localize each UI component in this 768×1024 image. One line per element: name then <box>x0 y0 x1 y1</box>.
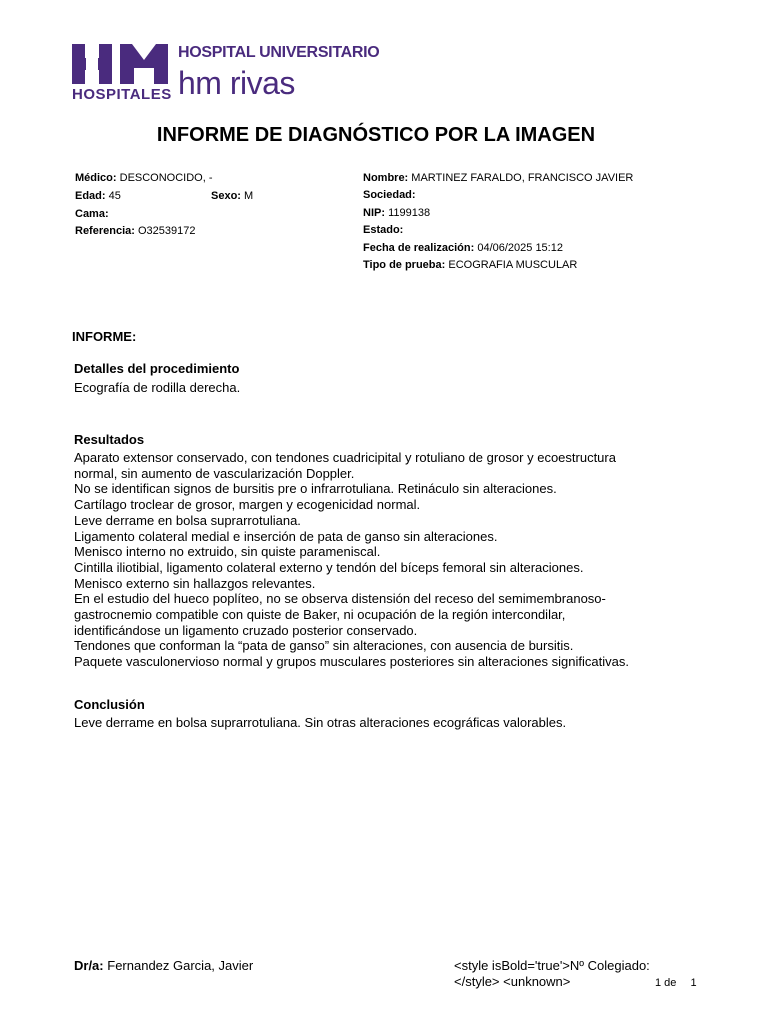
procedure-text: Ecografía de rodilla derecha. <box>74 380 241 395</box>
colegiado-line-2: </style> <unknown> <box>454 974 571 989</box>
results-line: Tendones que conforman la “pata de ganso” sin alteraciones, con ausencia de bursitis. <box>74 638 574 654</box>
page-indicator <box>655 977 697 989</box>
results-line: Cintilla iliotibial, ligamento colateral externo y tendón del bíceps femoral sin alteraciones. <box>74 559 584 575</box>
sexo-field <box>211 189 253 203</box>
cama-label: Cama: <box>75 208 109 220</box>
tipo-prueba-value: ECOGRAFIA MUSCULAR <box>448 259 578 271</box>
edad-field <box>75 189 121 203</box>
medico-label: Médico: <box>75 172 117 184</box>
nip-value: 1199138 <box>388 207 431 219</box>
referencia-label: Referencia: <box>75 225 135 237</box>
informe-heading: INFORME: <box>72 329 137 344</box>
results-line: Paquete vasculonervioso normal y grupos musculares posteriores sin alteraciones significativas. <box>74 654 629 670</box>
medico-field <box>75 171 213 185</box>
page-total: 1 <box>690 977 697 989</box>
results-text <box>74 450 714 670</box>
hospital-logo <box>72 44 380 104</box>
fecha-label: Fecha de realización: <box>363 242 475 254</box>
conclusion-text: Leve derrame en bolsa suprarrotuliana. Sin otras alteraciones ecográficas valorables. <box>74 715 567 730</box>
colegiado-line-1: <style isBold='true'>Nº Colegiado: <box>454 958 650 973</box>
cama-field <box>75 207 109 221</box>
colegiado-block <box>454 958 650 990</box>
nombre-field <box>363 171 633 185</box>
nombre-value: MARTINEZ FARALDO, FRANCISCO JAVIER <box>411 172 634 184</box>
doctor-signature <box>74 958 253 974</box>
doctor-name: Fernandez Garcia, Javier <box>107 958 254 973</box>
results-line: No se identifican signos de bursitis pre o infrarrotuliana. Retináculo sin alteraciones. <box>74 481 557 497</box>
conclusion-heading: Conclusión <box>74 697 145 712</box>
nip-label: NIP: <box>363 207 385 219</box>
results-line: gastrocnemio compatible con quiste de Baker, ni ocupación de la región intercondilar, <box>74 607 566 623</box>
nombre-label: Nombre: <box>363 172 409 184</box>
referencia-field <box>75 224 195 238</box>
results-line: Menisco externo sin hallazgos relevantes. <box>74 575 316 591</box>
doctor-label: Dr/a: <box>74 958 104 973</box>
logo-line-2: hm rivas <box>178 65 295 101</box>
referencia-value: O32539172 <box>137 225 196 237</box>
tipo-prueba-label: Tipo de prueba: <box>363 259 446 271</box>
page-current: 1 de <box>655 977 677 989</box>
tipo-prueba-field <box>363 258 577 272</box>
logo-brand-text: HOSPITALES <box>72 86 172 103</box>
results-line: Cartílago troclear de grosor, margen y ecogenicidad normal. <box>74 497 421 513</box>
logo-line-1: HOSPITAL UNIVERSITARIO <box>178 44 380 61</box>
results-line: identificándose un ligamento cruzado posterior conservado. <box>74 622 418 638</box>
sexo-value: M <box>244 190 254 202</box>
results-line: En el estudio del hueco poplíteo, no se observa distensión del receso del semimembranoso- <box>74 591 606 607</box>
estado-label: Estado: <box>363 224 404 236</box>
nip-field <box>363 206 430 220</box>
results-heading: Resultados <box>74 432 145 447</box>
sexo-label: Sexo: <box>211 190 241 202</box>
procedure-heading: Detalles del procedimiento <box>74 361 240 376</box>
results-line: Ligamento colateral medial e inserción de pata de ganso sin alteraciones. <box>74 528 498 544</box>
estado-field <box>363 223 403 237</box>
edad-label: Edad: <box>75 190 106 202</box>
sociedad-label: Sociedad: <box>363 189 416 201</box>
page-title: INFORME DE DIAGNÓSTICO POR LA IMAGEN <box>156 124 596 146</box>
sociedad-field <box>363 188 416 202</box>
results-line: Aparato extensor conservado, con tendones cuadricipital y rotuliano de grosor y ecoestructura <box>74 450 616 465</box>
results-line: Menisco interno no extruido, sin quiste parameniscal. <box>74 544 381 560</box>
fecha-value: 04/06/2025 15:12 <box>477 242 563 254</box>
results-line: Leve derrame en bolsa suprarrotuliana. <box>74 512 301 528</box>
results-line: normal, sin aumento de vascularización Doppler. <box>74 465 355 481</box>
hm-logo-icon <box>72 44 168 84</box>
edad-value: 45 <box>108 190 121 202</box>
fecha-field <box>363 241 563 255</box>
medico-value: DESCONOCIDO, - <box>119 172 213 184</box>
